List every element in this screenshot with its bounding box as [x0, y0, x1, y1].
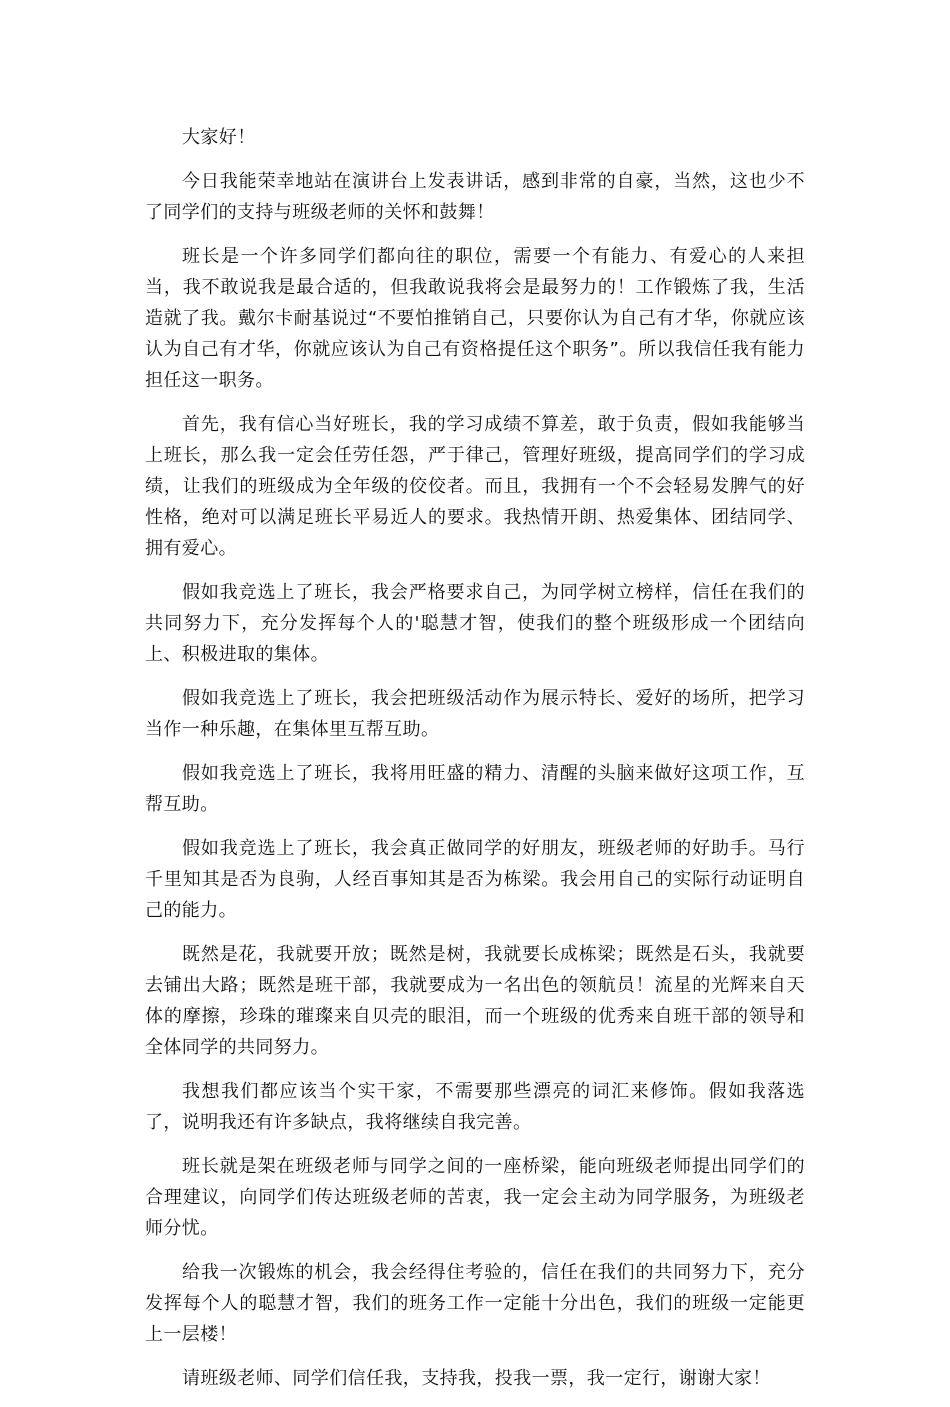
paragraph-7: 假如我竞选上了班长，我会真正做同学的好朋友，班级老师的好助手。马行千里知其是否为良驹，人经百事知其是否为栋梁。我会用自己的实际行动证明自己的能力。 — [145, 838, 805, 921]
paragraph-2: 班长是一个许多同学们都向往的职位，需要一个有能力、有爱心的人来担当，我不敢说我是最合适的，但我敢说我将会是最努力的！工作锻炼了我，生活造就了我。戴尔卡耐基说过“不要怕推销自己，只要你认为自己有才华，你就应该认为自己有才华，你就应该认为自己有资格提任这个职务”。所以我信任我有能力担任这一职务。 — [145, 246, 805, 391]
paragraph-4: 假如我竞选上了班长，我会严格要求自己，为同学树立榜样，信任在我们的共同努力下，充分发挥每个人的'聪慧才智，使我们的整个班级形成一个团结向上、积极进取的集体。 — [145, 582, 805, 665]
paragraph-11: 给我一次锻炼的机会，我会经得住考验的，信任在我们的共同努力下，充分发挥每个人的聪慧才智，我们的班务工作一定能十分出色，我们的班级一定能更上一层楼！ — [145, 1262, 805, 1345]
greeting: 大家好！ — [182, 127, 256, 148]
document-body — [145, 122, 805, 1407]
paragraph-6: 假如我竞选上了班长，我将用旺盛的精力、清醒的头脑来做好这项工作，互帮互助。 — [145, 763, 805, 815]
paragraph-9: 我想我们都应该当个实干家，不需要那些漂亮的词汇来修饰。假如我落选了，说明我还有许多缺点，我将继续自我完善。 — [145, 1081, 805, 1133]
paragraph-1: 今日我能荣幸地站在演讲台上发表讲话，感到非常的自豪，当然，这也少不了同学们的支持与班级老师的关怀和鼓舞！ — [145, 171, 805, 223]
paragraph-12: 请班级老师、同学们信任我，支持我，投我一票，我一定行，谢谢大家！ — [182, 1368, 771, 1389]
paragraph-5: 假如我竞选上了班长，我会把班级活动作为展示特长、爱好的场所，把学习当作一种乐趣，在集体里互帮互助。 — [145, 688, 805, 740]
paragraph-3: 首先，我有信心当好班长，我的学习成绩不算差，敢于负责，假如我能够当上班长，那么我一定会任劳任怨，严于律己，管理好班级，提高同学们的学习成绩，让我们的班级成为全年级的佼佼者。而且，我拥有一个不会轻易发脾气的好性格，绝对可以满足班长平易近人的要求。我热情开朗、热爱集体、团结同学、拥有爱心。 — [145, 414, 805, 559]
paragraph-8: 既然是花，我就要开放；既然是树，我就要长成栋梁；既然是石头，我就要去铺出大路；既然是班干部，我就要成为一名出色的领航员！流星的光辉来自天体的摩擦，珍珠的璀璨来自贝壳的眼泪，而一个班级的优秀来自班干部的领导和全体同学的共同努力。 — [145, 944, 805, 1058]
paragraph-10: 班长就是架在班级老师与同学之间的一座桥梁，能向班级老师提出同学们的合理建议，向同学们传达班级老师的苦衷，我一定会主动为同学服务，为班级老师分忧。 — [145, 1156, 805, 1239]
